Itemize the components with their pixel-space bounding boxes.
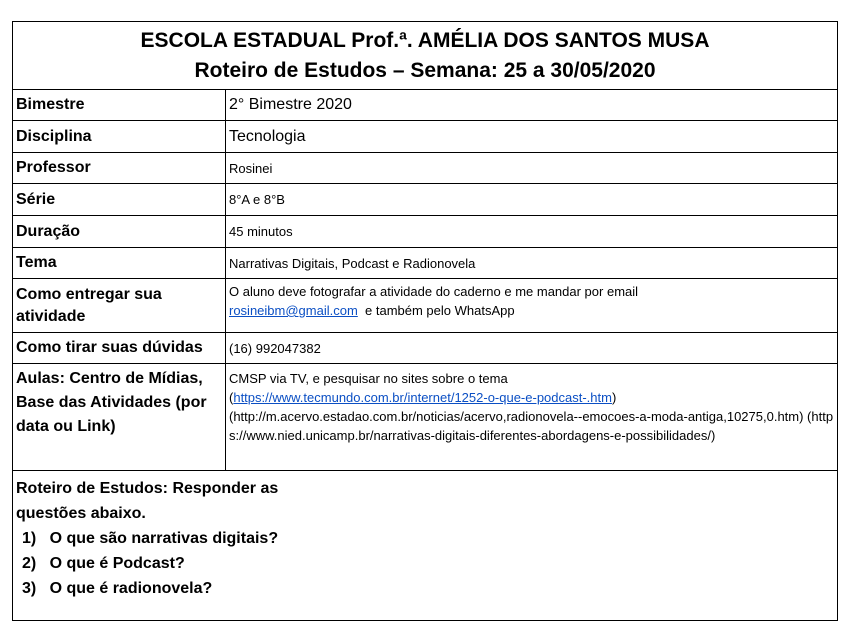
roteiro-cell <box>13 471 838 621</box>
tema-value: Narrativas Digitais, Podcast e Radionovela <box>226 248 838 279</box>
study-guide-table <box>12 21 838 621</box>
email-link[interactable]: rosineibm@gmail.com <box>229 303 358 318</box>
question-number: 3) <box>22 580 37 597</box>
question-number: 1) <box>22 530 37 547</box>
serie-label: Série <box>13 184 226 216</box>
question-text: O que é radionovela? <box>49 580 213 597</box>
tema-label: Tema <box>13 248 226 279</box>
aulas-value <box>226 364 838 471</box>
bimestre-label: Bimestre <box>13 90 226 121</box>
duvidas-label: Como tirar suas dúvidas <box>13 333 226 364</box>
disciplina-value: Tecnologia <box>226 121 838 153</box>
question-item <box>16 526 837 551</box>
duracao-label: Duração <box>13 216 226 248</box>
disciplina-label: Disciplina <box>13 121 226 153</box>
entregar-text: O aluno deve fotografar a atividade do caderno e me mandar por email <box>229 284 639 299</box>
duvidas-value: (16) 992047382 <box>226 333 838 364</box>
question-item <box>16 576 837 601</box>
school-name: ESCOLA ESTADUAL Prof.ª. AMÉLIA DOS SANTOS MUSA <box>140 28 710 52</box>
serie-value: 8°A e 8°B <box>226 184 838 216</box>
link-open: ( <box>229 390 234 405</box>
duracao-value: 45 minutos <box>226 216 838 248</box>
question-text: O que é Podcast? <box>49 555 185 572</box>
professor-value: Rosinei <box>226 153 838 184</box>
entregar-label: Como entregar sua atividade <box>13 279 226 333</box>
tecmundo-link[interactable]: https://www.tecmundo.com.br/internet/1252-o-que-e-podcast-.htm <box>233 390 612 405</box>
bimestre-value: 2° Bimestre 2020 <box>226 90 838 121</box>
entregar-value <box>226 279 838 333</box>
professor-label: Professor <box>13 153 226 184</box>
header-cell <box>13 22 838 90</box>
aulas-references: (http://m.acervo.estadao.com.br/noticias/acervo,radionovela--emocoes-a-moda-antiga,10275,0.htm) (https://www.nied.unicamp.br/narrativas-digitais-diferentes-abordagens-e-possibilidades/) <box>229 409 834 443</box>
link-close: ) <box>611 390 617 405</box>
question-item <box>16 551 837 576</box>
roteiro-heading: Roteiro de Estudos: Responder as questões abaixo. <box>16 480 279 522</box>
aulas-label: Aulas: Centro de Mídias, Base das Atividades (por data ou Link) <box>13 364 226 471</box>
guide-title: Roteiro de Estudos – Semana: 25 a 30/05/2020 <box>194 58 656 82</box>
entregar-suffix: e também pelo WhatsApp <box>357 303 515 318</box>
question-number: 2) <box>22 555 37 572</box>
question-text: O que são narrativas digitais? <box>49 530 279 547</box>
aulas-intro: CMSP via TV, e pesquisar no sites sobre o tema <box>229 371 508 386</box>
